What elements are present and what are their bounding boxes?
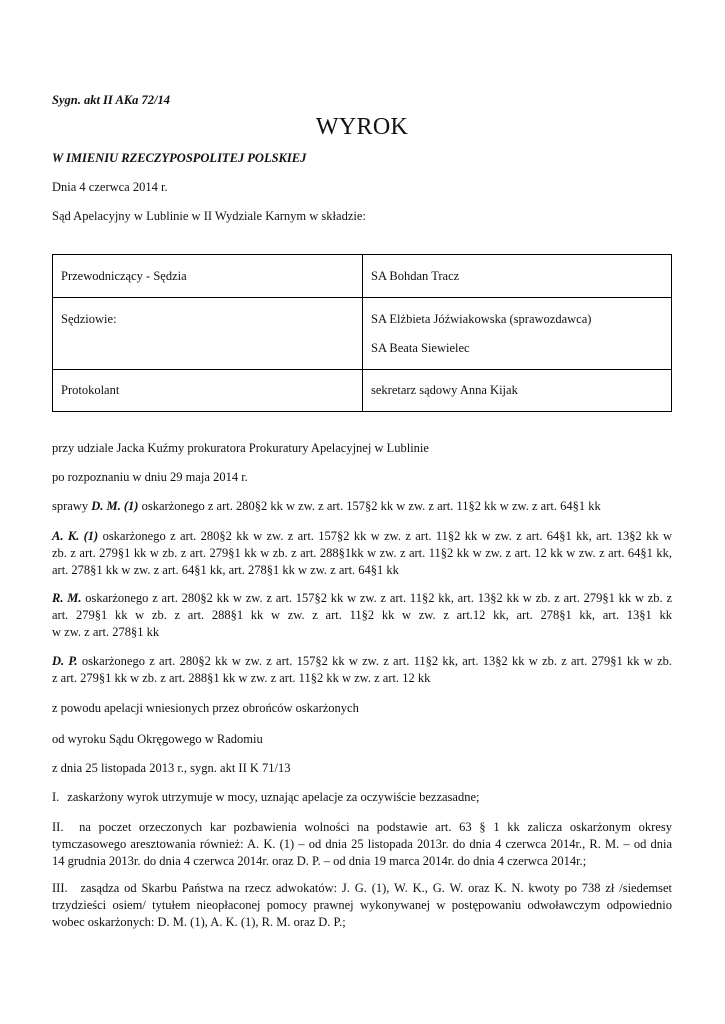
defendant-name: A. K. (1) bbox=[52, 529, 99, 543]
role-label: Przewodniczący - Sędzia bbox=[61, 268, 187, 283]
paragraph-line: tymczasowego aresztowania również: A. K. (1) – od dnia 25 listopada 2013r. do dnia 4 czerwca 2014r., R. M. – od dnia bbox=[52, 837, 672, 851]
role-label: Protokolant bbox=[61, 383, 120, 397]
charges-text: oskarżonego z art. 280§2 kk w zw. z art. 157§2 kk w zw. z art. 11§2 kk, art. 13§2 kk w zb. z art. 279§1 kk w zb. z bbox=[85, 591, 673, 605]
paragraph-line bbox=[52, 819, 672, 836]
judge-name: SA Beata Siewielec bbox=[371, 341, 470, 355]
role-cell-presiding bbox=[53, 255, 363, 298]
judgment-source: od wyroku Sądu Okręgowego w Radomiu bbox=[52, 732, 263, 746]
defendant-name: D. P. bbox=[52, 654, 78, 668]
ruling-text: na poczet orzeczonych kar pozbawienia wolności na podstawie art. 63 § 1 kk zalicza oskarżonym okresy bbox=[79, 820, 673, 834]
defendant-name: D. M. (1) bbox=[91, 499, 139, 513]
paragraph-line: trzydzieści osiem/ tytułem nieopłaconej pomocy prawnej wykonywanej w postępowaniu odwoławczym odpowiednio bbox=[52, 898, 672, 912]
paragraph-line: 14 grudnia 2013r. do dnia 4 czerwca 2014r. oraz D. P. – od dnia 19 marca 2014r. do dnia 4 czerwca 2014r.; bbox=[52, 854, 587, 868]
paragraph-line: wobec oskarżonych: D. M. (1), A. K. (1), R. M. oraz D. P.; bbox=[52, 915, 346, 929]
paragraph-line: art. 278§1 kk w zw. z art. 64§1 kk, art. 278§1 kk w zw. z art. 64§1 kk bbox=[52, 563, 399, 577]
role-cell-clerk bbox=[53, 370, 363, 412]
ruling-paragraph bbox=[52, 880, 672, 931]
case-prefix: sprawy bbox=[52, 499, 89, 513]
ruling-numeral: III. bbox=[52, 881, 68, 895]
defendant-paragraph bbox=[52, 528, 672, 579]
case-number: Sygn. akt II AKa 72/14 bbox=[52, 93, 170, 107]
paragraph-line bbox=[52, 789, 672, 806]
judge-name: SA Bohdan Tracz bbox=[371, 268, 460, 283]
paragraph-line bbox=[52, 528, 672, 545]
court-line: Sąd Apelacyjny w Lublinie w II Wydziale Karnym w składzie: bbox=[52, 209, 366, 223]
ruling-paragraph bbox=[52, 819, 672, 870]
paragraph-line bbox=[52, 590, 672, 607]
document-subtitle: W IMIENIU RZECZYPOSPOLITEJ POLSKIEJ bbox=[52, 151, 307, 165]
role-cell-judges bbox=[53, 298, 363, 370]
ruling-numeral: II. bbox=[52, 820, 64, 834]
paragraph-line bbox=[52, 653, 672, 670]
names-cell-presiding bbox=[363, 255, 672, 298]
paragraph-line: z art. 279§1 kk w zb. z art. 288§1 kk w zw. z art. 11§2 kk w zw. z art. 12 kk bbox=[52, 671, 431, 685]
defendant-paragraph bbox=[52, 653, 672, 687]
judgment-date: Dnia 4 czerwca 2014 r. bbox=[52, 180, 168, 194]
ruling-paragraph bbox=[52, 789, 672, 806]
appealed-judgment-date: z dnia 25 listopada 2013 r., sygn. akt II K 71/13 bbox=[52, 761, 291, 775]
document-title: WYROK bbox=[315, 114, 409, 140]
defendant-name: R. M. bbox=[52, 591, 82, 605]
hearing-line: po rozpoznaniu w dniu 29 maja 2014 r. bbox=[52, 470, 248, 484]
appeal-line: z powodu apelacji wniesionych przez obrońców oskarżonych bbox=[52, 701, 359, 715]
court-composition-table bbox=[52, 254, 672, 412]
paragraph-line: w zw. z art. 278§1 kk bbox=[52, 625, 160, 639]
paragraph-line bbox=[52, 880, 672, 897]
ruling-text: zasądza od Skarbu Państwa na rzecz adwokatów: J. G. (1), W. K., G. W. oraz K. N. kwoty po 738 zł /siedemset bbox=[80, 881, 672, 895]
role-label: Sędziowie: bbox=[61, 312, 117, 326]
charges-text: oskarżonego z art. 280§2 kk w zw. z art. 157§2 kk w zw. z art. 11§2 kk w zw. z art. 64§1 kk, art. 13§2 kk w bbox=[102, 529, 673, 543]
names-cell-judges bbox=[363, 298, 672, 370]
charges-text: oskarżonego z art. 280§2 kk w zw. z art. 157§2 kk w zw. z art. 11§2 kk, art. 13§2 kk w zb. z art. 279§1 kk w zb. bbox=[81, 654, 672, 668]
charges-text: oskarżonego z art. 280§2 kk w zw. z art. 157§2 kk w zw. z art. 11§2 kk w zw. z art. 64§1 kk bbox=[141, 499, 601, 513]
defendant-paragraph bbox=[52, 498, 672, 515]
paragraph-line bbox=[52, 498, 672, 515]
defendant-paragraph bbox=[52, 590, 672, 641]
prosecutor-line: przy udziale Jacka Kuźmy prokuratora Prokuratury Apelacyjnej w Lublinie bbox=[52, 441, 429, 455]
paragraph-line: zb. z art. 279§1 kk w zb. z art. 279§1 kk w zb. z art. 288§1kk w zw. z art. 11§2 kk w zw. z art. 12 kk w zw. z art. 64§1 kk, bbox=[52, 546, 672, 560]
paragraph-line: art. 279§1 kk w zb. z art. 288§1 kk w zw. z art. 11§2 kk w zw. z art.12 kk, art. 278§1 kk, art. 13§1 kk bbox=[52, 608, 672, 622]
ruling-numeral: I. bbox=[52, 790, 60, 804]
judge-name: SA Elżbieta Jóźwiakowska (sprawozdawca) bbox=[371, 312, 592, 326]
ruling-text: zaskarżony wyrok utrzymuje w mocy, uznając apelacje za oczywiście bezzasadne; bbox=[67, 790, 480, 804]
names-cell-clerk bbox=[363, 370, 672, 412]
clerk-name: sekretarz sądowy Anna Kijak bbox=[371, 383, 518, 397]
